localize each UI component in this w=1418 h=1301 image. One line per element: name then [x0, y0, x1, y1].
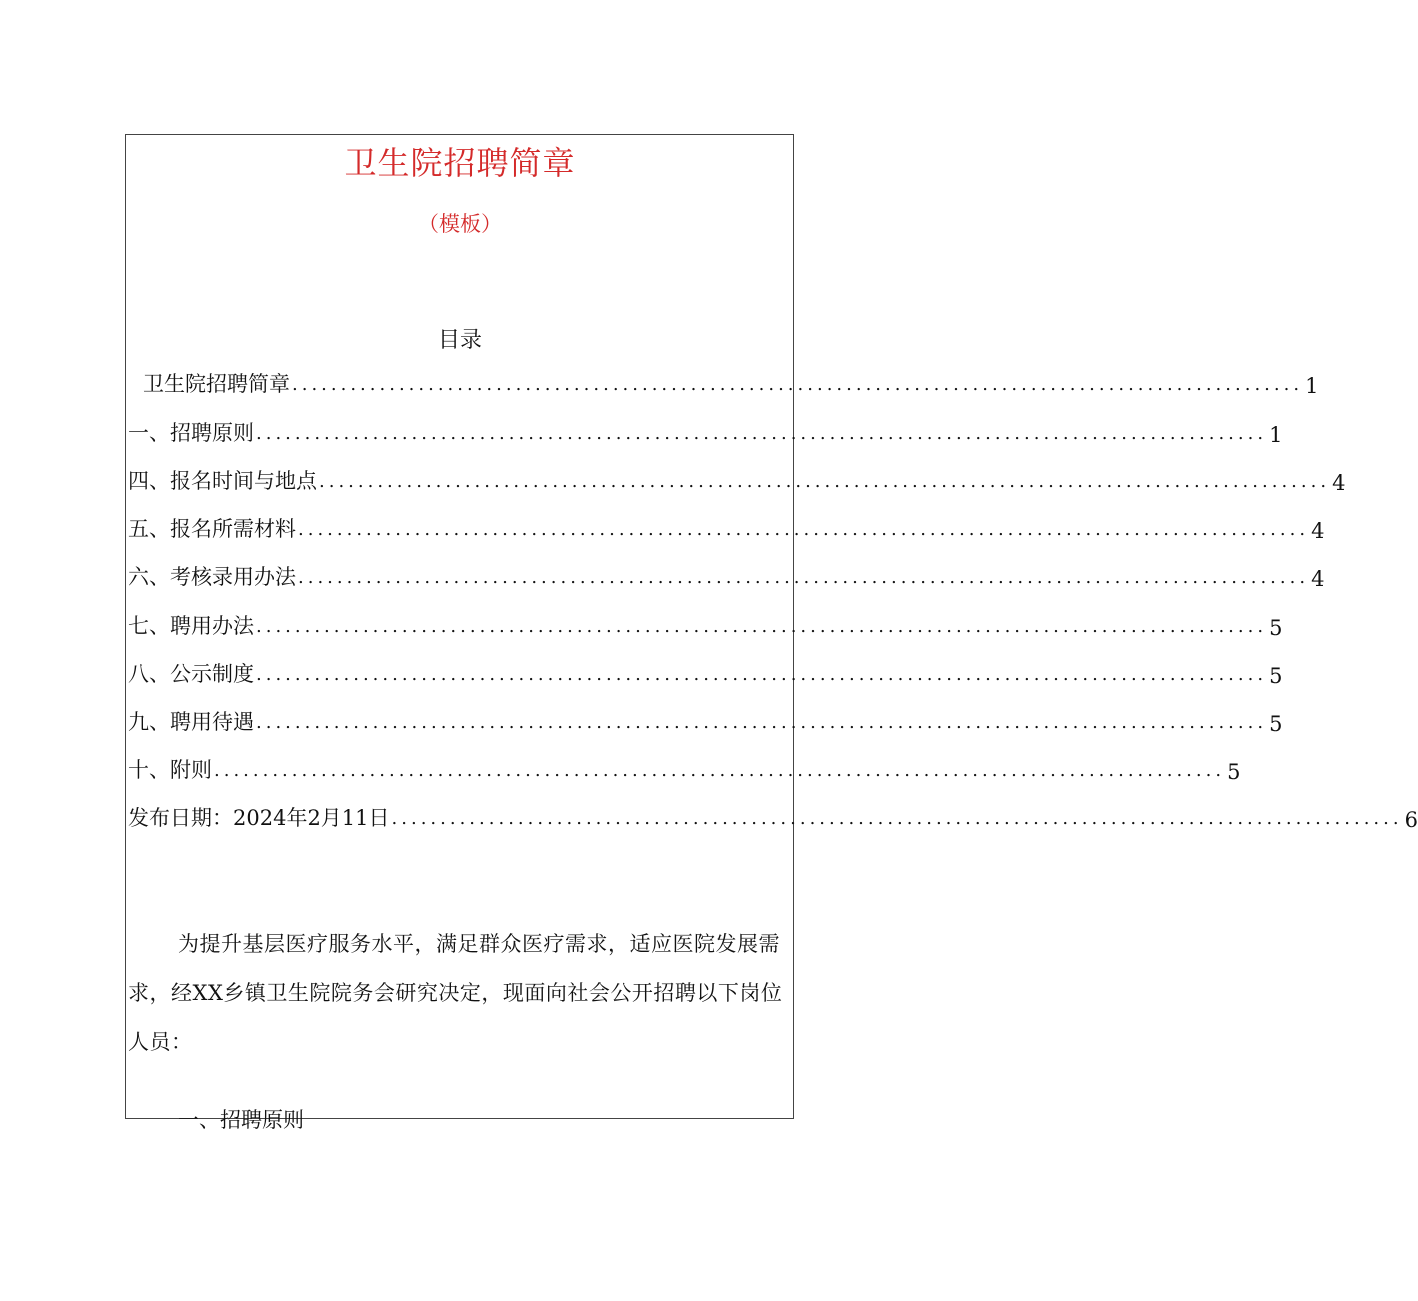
- toc-leader: ........................................................................................................: [256, 423, 1268, 444]
- toc-entry[interactable]: [128, 754, 1241, 784]
- toc-entry-page: 1: [1269, 423, 1283, 447]
- toc-entry-label: 四、报名时间与地点: [128, 469, 317, 493]
- toc-entry-page: 4: [1332, 471, 1346, 495]
- toc-entry-label: 五、报名所需材料: [128, 517, 296, 541]
- toc-leader: ........................................................................................................: [298, 567, 1310, 588]
- section-heading: 一、招聘原则: [178, 1108, 304, 1132]
- toc-entry-label: 六、考核录用办法: [128, 565, 296, 589]
- toc-leader: ........................................................................................................: [292, 374, 1304, 395]
- toc-entry-page: 4: [1311, 519, 1325, 543]
- document-title: 卫生院招聘简章: [344, 144, 576, 182]
- toc-entry[interactable]: [128, 610, 1283, 640]
- intro-paragraph: 为提升基层医疗服务水平，满足群众医疗需求，适应医院发展需求，经XX乡镇卫生院院务会研究决定，现面向社会公开招聘以下岗位人员：: [128, 932, 783, 1054]
- toc-entry-page: 5: [1227, 760, 1241, 784]
- toc-entry-label: 十、附则: [128, 758, 212, 782]
- toc-entry-label: 八、公示制度: [128, 662, 254, 686]
- toc-heading: 目录: [437, 328, 482, 353]
- toc-entry[interactable]: [128, 561, 1325, 591]
- toc-leader: ........................................................................................................: [319, 471, 1331, 492]
- toc-leader: ........................................................................................................: [214, 760, 1226, 781]
- toc-leader: ........................................................................................................: [256, 664, 1268, 685]
- toc-entry[interactable]: [128, 802, 1418, 832]
- toc-entry-label: 发布日期：2024年2月11日: [128, 806, 390, 830]
- toc-entry-page: 5: [1269, 664, 1283, 688]
- toc-entry[interactable]: [128, 513, 1325, 543]
- toc-entry-page: 5: [1269, 616, 1283, 640]
- toc-entry[interactable]: [128, 465, 1346, 495]
- toc-entry-page: 5: [1269, 712, 1283, 736]
- toc-entry-label: 七、聘用办法: [128, 614, 254, 638]
- toc-entry[interactable]: [143, 368, 1319, 398]
- toc-leader: ........................................................................................................: [391, 808, 1403, 829]
- toc-entry[interactable]: [128, 658, 1283, 688]
- toc-entry[interactable]: [128, 417, 1283, 447]
- toc-entry-label: 一、招聘原则: [128, 421, 254, 445]
- toc-leader: ........................................................................................................: [298, 519, 1310, 540]
- toc-entry-page: 4: [1311, 567, 1325, 591]
- toc-entry-page: 6: [1404, 808, 1418, 832]
- toc-leader: ........................................................................................................: [256, 712, 1268, 733]
- toc-entry-label: 九、聘用待遇: [128, 710, 254, 734]
- toc-entry-page: 1: [1305, 374, 1319, 398]
- toc-leader: ........................................................................................................: [256, 616, 1268, 637]
- toc-entry-label: 卫生院招聘简章: [143, 372, 290, 396]
- document-subtitle: （模板）: [418, 212, 502, 236]
- toc-entry[interactable]: [128, 706, 1283, 736]
